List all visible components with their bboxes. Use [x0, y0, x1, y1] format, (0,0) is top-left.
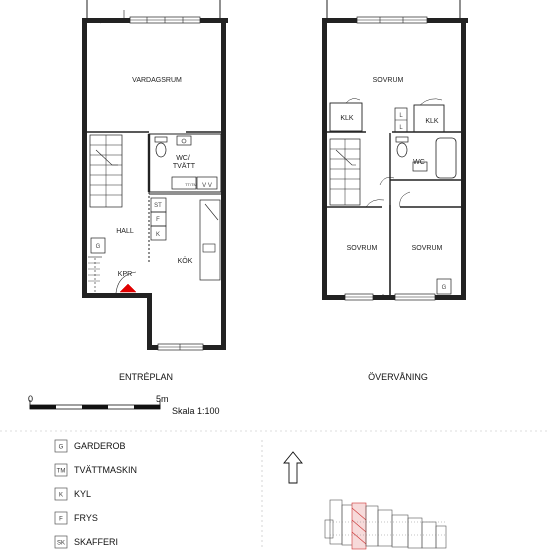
legend-label: TVÄTTMASKIN: [74, 465, 138, 475]
room-label-wc: WC: [413, 159, 425, 166]
floor-title-entreplan: ENTRÉPLAN: [118, 372, 174, 382]
room-label-hall: HALL: [116, 228, 134, 235]
room-labels: [116, 77, 442, 278]
overvaning-plan: [322, 0, 468, 300]
site-plan-thumbnail: [325, 500, 446, 549]
legend-item: [55, 440, 126, 452]
legend-label: SKAFFERI: [74, 537, 119, 547]
fixture-v: V V: [202, 183, 212, 189]
room-label-kok: KÖK: [177, 258, 193, 265]
legend-code: SK: [56, 540, 66, 547]
legend-label: KYL: [74, 489, 92, 499]
legend-item: [55, 536, 118, 548]
north-arrow-icon: [284, 452, 302, 483]
legend-label: GARDEROB: [74, 441, 126, 451]
legend-code: F: [59, 516, 63, 523]
scale-start-label: 0: [28, 394, 34, 404]
fixture-k: K: [155, 232, 161, 238]
room-label-kpr: KPR: [117, 271, 133, 278]
scale-bar: [28, 394, 220, 416]
floor-title-overvaning: ÖVERVÅNING: [368, 372, 428, 382]
room-label-sovrum-top: SOVRUM: [372, 77, 404, 84]
room-label-vardagsrum: VARDAGSRUM: [132, 77, 182, 84]
room-label-klk-left: KLK: [340, 115, 354, 122]
fixture-g-hall: G: [95, 244, 101, 250]
legend-code: TM: [56, 468, 66, 475]
entreplan-plan: [82, 0, 228, 350]
fixture-st: ST: [154, 203, 162, 209]
fixture-l2: L: [399, 125, 403, 131]
legend-label: FRYS: [74, 513, 98, 523]
legend-item: [55, 488, 91, 500]
scale-end-label: 5m: [156, 394, 169, 404]
room-label-wc-tvatt-1: WC/: [176, 155, 190, 162]
legend: [55, 440, 137, 548]
fixture-f: F: [156, 217, 160, 223]
legend-code: K: [58, 492, 64, 499]
legend-item: [55, 464, 137, 476]
fixture-tm: TT/TM: [185, 182, 197, 187]
scale-ratio-label: Skala 1:100: [172, 406, 220, 416]
room-label-wc-tvatt-2: TVÄTT: [172, 163, 196, 170]
fixture-l1: L: [399, 113, 403, 119]
legend-item: [55, 512, 98, 524]
room-label-klk-right: KLK: [425, 118, 439, 125]
room-label-sovrum-left: SOVRUM: [346, 245, 378, 252]
legend-code: G: [58, 444, 64, 451]
fixture-g-bedroom: G: [441, 285, 447, 291]
room-label-sovrum-right: SOVRUM: [411, 245, 443, 252]
